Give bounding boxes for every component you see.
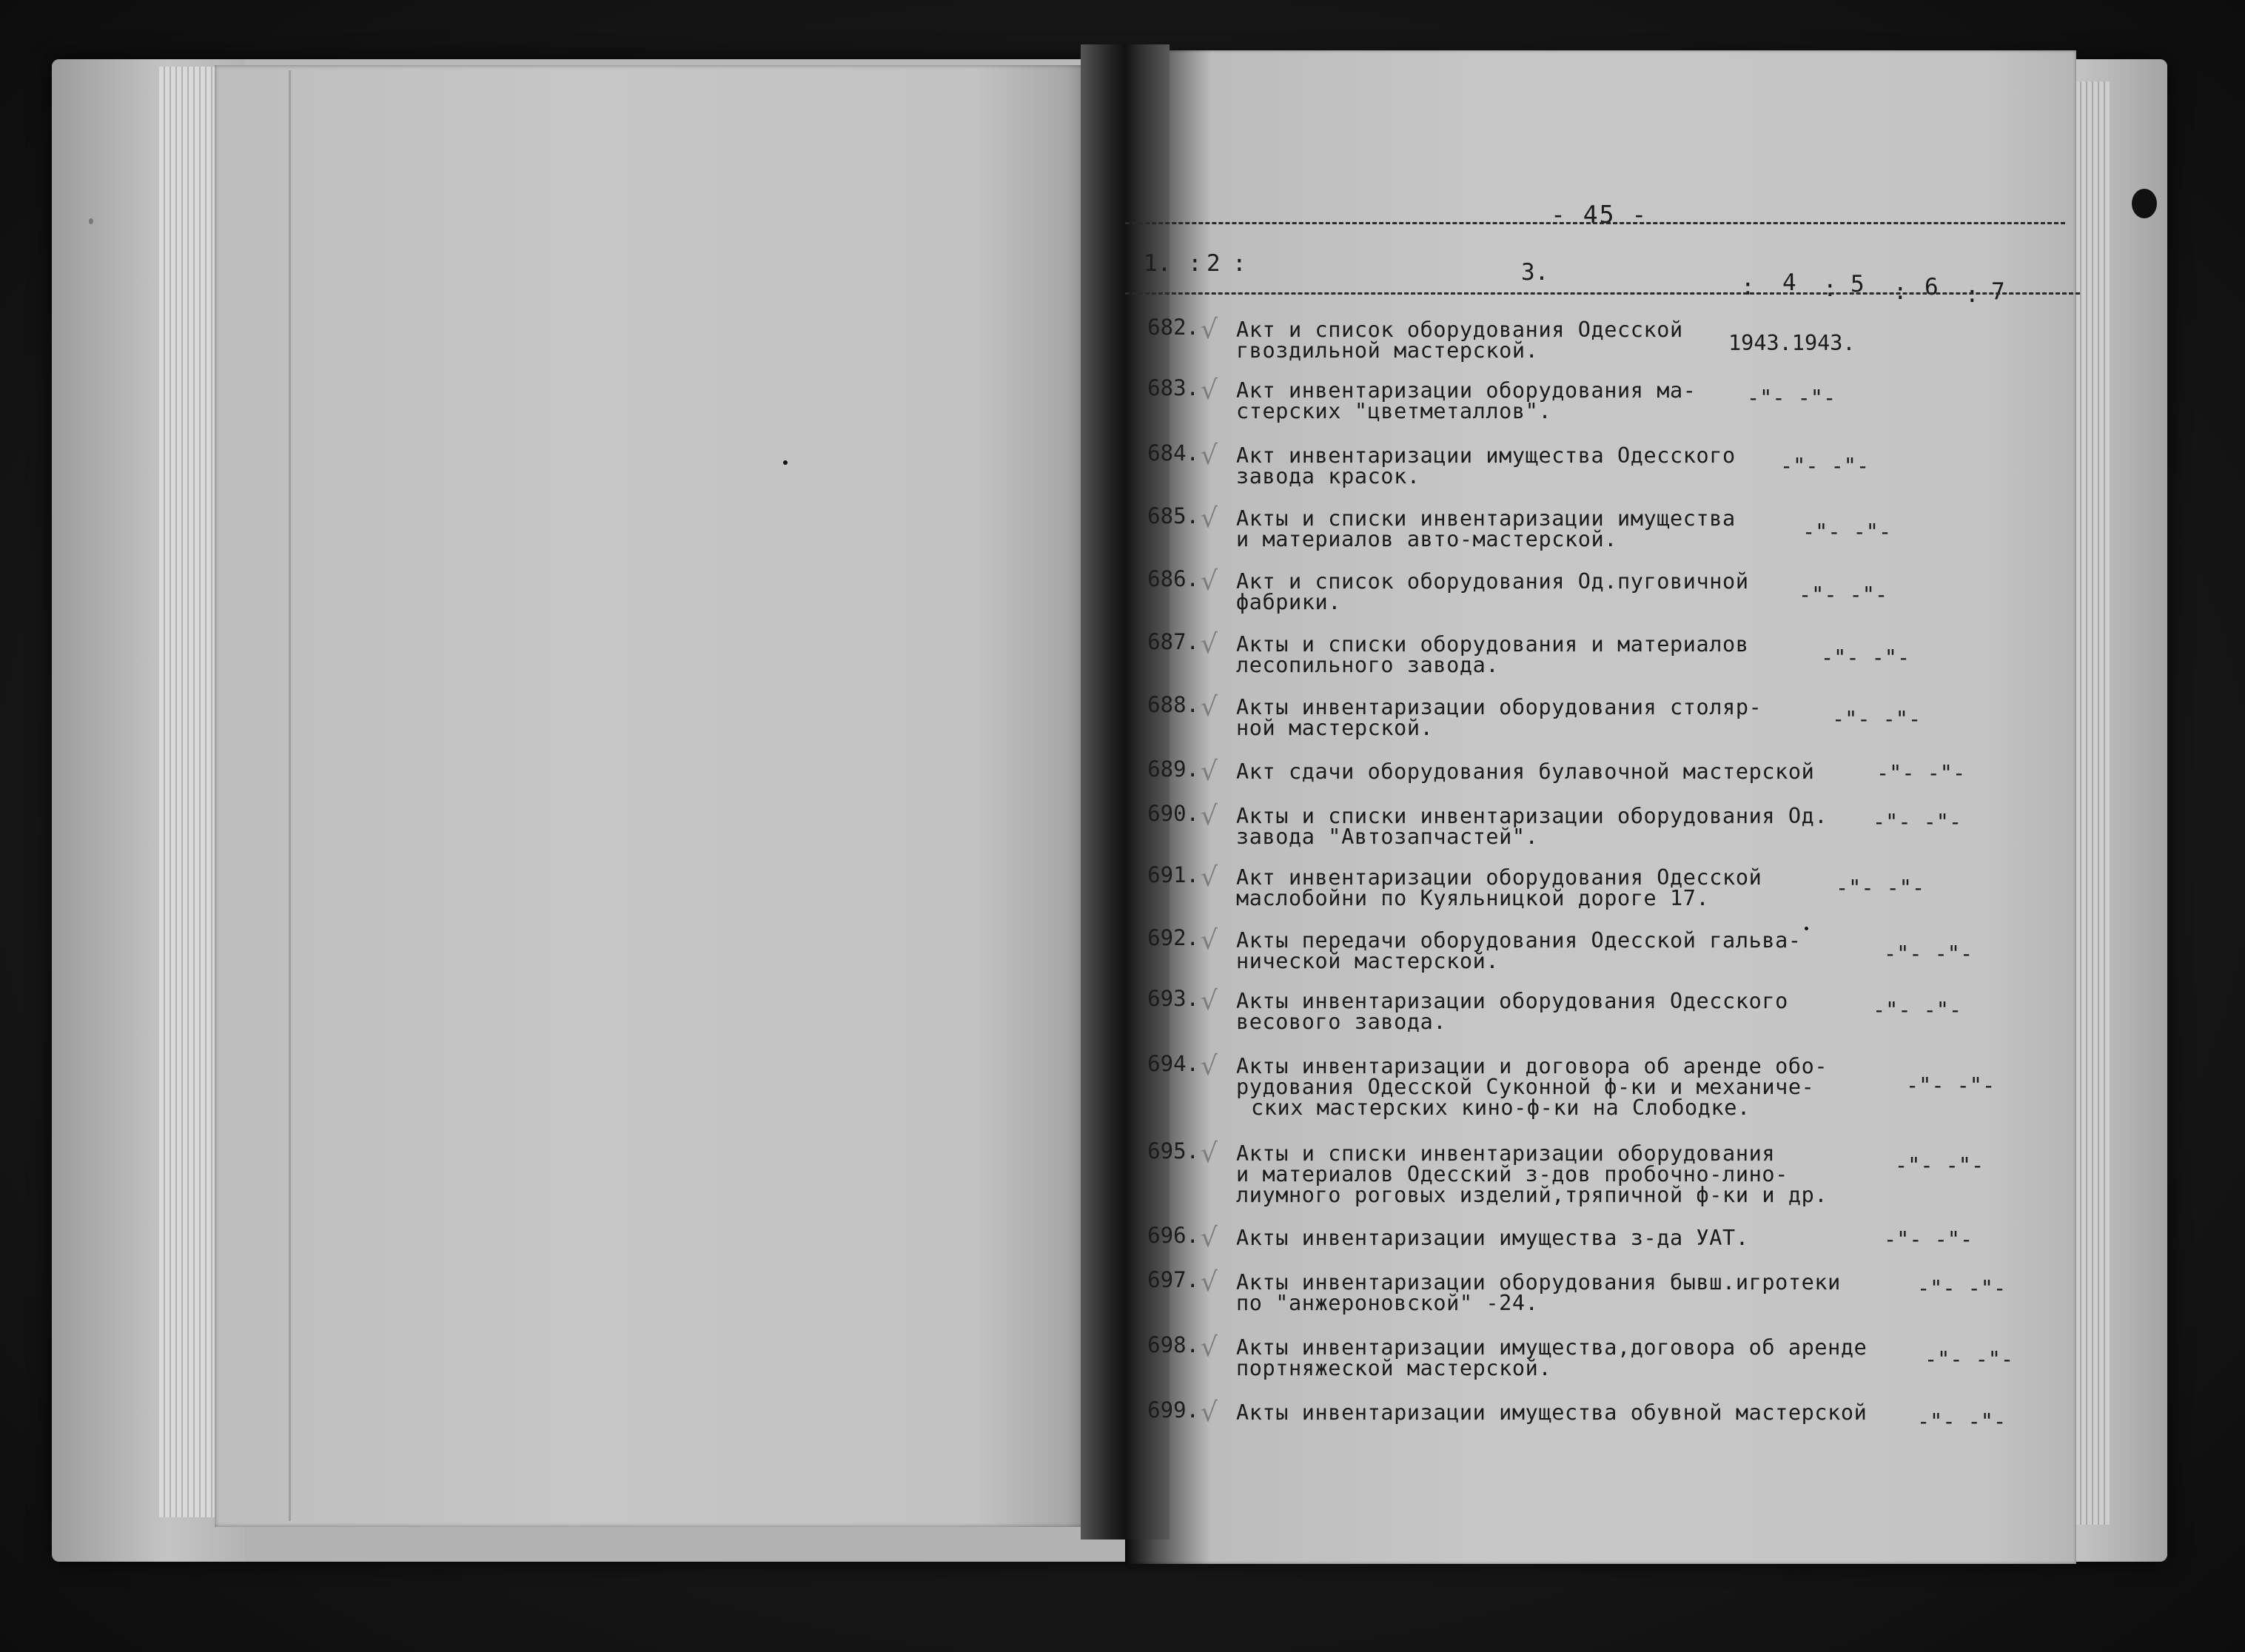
entry-text-line: лесопильного завода. xyxy=(1236,653,1500,677)
checkmark-icon: √ xyxy=(1201,1267,1218,1297)
entry-number: 685. xyxy=(1147,503,1199,528)
entry-number: 690. xyxy=(1147,801,1199,826)
left-page-edge xyxy=(289,70,291,1521)
entry-text-line: маслобойни по Куяльницкой дороге 17. xyxy=(1236,886,1710,910)
ink-speck xyxy=(783,460,788,465)
entry-text-line: Акты инвентаризации и договора об аренде обо- xyxy=(1236,1054,1828,1078)
entry-date: -"- -"- xyxy=(1924,1347,2014,1371)
entry-date: -"- -"- xyxy=(1917,1409,2007,1434)
entry-text-line: ских мастерских кино-ф-ки на Слободке. xyxy=(1251,1095,1751,1120)
typed-inventory-list xyxy=(1095,192,2080,1495)
checkmark-icon: √ xyxy=(1201,375,1218,406)
checkmark-icon: √ xyxy=(1201,315,1218,345)
entry-text-line: Акты инвентаризации оборудования бывш.игротеки xyxy=(1236,1270,1841,1295)
entry-text-line: гвоздильной мастерской. xyxy=(1236,338,1539,363)
entry-number: 689. xyxy=(1147,756,1199,782)
entry-date: -"- -"- xyxy=(1747,386,1836,410)
entry-text-line: Акт инвентаризации имущества Одесского xyxy=(1236,443,1736,468)
entry-text-line: весового завода. xyxy=(1236,1010,1447,1034)
entry-number: 693. xyxy=(1147,986,1199,1011)
checkmark-icon: √ xyxy=(1201,1223,1218,1253)
entry-number: 682. xyxy=(1147,315,1199,340)
entry-text-line: Акты и списки инвентаризации оборудования Од. xyxy=(1236,804,1828,828)
column-header-sep: : xyxy=(1965,281,1979,308)
entry-text-line: и материалов авто-мастерской. xyxy=(1236,527,1617,551)
entry-date: -"- -"- xyxy=(1802,520,1892,544)
entry-text-line: Акты и списки инвентаризации оборудования xyxy=(1236,1141,1776,1166)
entry-text-line: нической мастерской. xyxy=(1236,949,1500,973)
entry-text-line: Акты передачи оборудования Одесской гальва- xyxy=(1236,928,1802,953)
entry-date: -"- -"- xyxy=(1836,876,1925,900)
entry-text-line: Акты инвентаризации оборудования столяр- xyxy=(1236,695,1762,719)
column-header-sep: : xyxy=(1741,274,1755,300)
entry-date: -"- -"- xyxy=(1832,707,1922,731)
entry-text-line: Акты инвентаризации имущества,договора об аренде xyxy=(1236,1335,1868,1360)
entry-text-line: Акт и список оборудования Одесской xyxy=(1236,318,1683,342)
blank-left-page xyxy=(215,65,1110,1527)
header-rule-bottom xyxy=(1125,292,2080,295)
entry-date: -"- -"- xyxy=(1917,1276,2007,1300)
entry-number: 694. xyxy=(1147,1051,1199,1076)
column-header-3: 3. xyxy=(1521,259,1549,286)
checkmark-icon: √ xyxy=(1201,756,1218,787)
column-header-5: 5 xyxy=(1850,271,1865,298)
checkmark-icon: √ xyxy=(1201,1051,1218,1081)
entry-text-line: лиумного роговых изделий,тряпичной ф-ки и др. xyxy=(1236,1183,1828,1207)
checkmark-icon: √ xyxy=(1201,862,1218,893)
entry-text-line: Акты и списки оборудования и материалов xyxy=(1236,632,1749,657)
entry-number: 686. xyxy=(1147,566,1199,591)
entry-date: -"- -"- xyxy=(1821,645,1910,670)
column-header-1: 1. xyxy=(1144,250,1172,277)
entry-text-line: Акты и списки инвентаризации имущества xyxy=(1236,506,1736,531)
entry-number: 692. xyxy=(1147,925,1199,950)
column-header-sep: : xyxy=(1188,250,1202,277)
entry-text-line: портняжеской мастерской. xyxy=(1236,1356,1552,1380)
entry-number: 684. xyxy=(1147,440,1199,466)
entry-number: 695. xyxy=(1147,1138,1199,1164)
entry-text-line: рудования Одесской Суконной ф-ки и механиче- xyxy=(1236,1075,1815,1099)
entry-text-line: Акт инвентаризации оборудования ма- xyxy=(1236,378,1697,403)
entry-text-line: Акты инвентаризации оборудования Одесского xyxy=(1236,989,1788,1013)
column-header-2: 2 xyxy=(1207,250,1221,277)
entry-number: 696. xyxy=(1147,1223,1199,1248)
checkmark-icon: √ xyxy=(1201,503,1218,534)
entry-number: 687. xyxy=(1147,629,1199,654)
entry-text-line: Акт сдачи оборудования булавочной мастерской xyxy=(1236,759,1815,784)
column-header-4: 4 xyxy=(1782,269,1796,296)
entry-number: 697. xyxy=(1147,1267,1199,1292)
entry-date: -"- -"- xyxy=(1906,1073,1996,1098)
entry-date: -"- -"- xyxy=(1884,1227,1973,1252)
entry-date: 1943.1943. xyxy=(1728,331,1856,355)
column-header-6: 6 xyxy=(1924,274,1939,300)
entry-text-line: завода красок. xyxy=(1236,464,1420,488)
checkmark-icon: √ xyxy=(1201,692,1218,722)
checkmark-icon: √ xyxy=(1201,566,1218,597)
entry-date: -"- -"- xyxy=(1873,810,1962,834)
checkmark-icon: √ xyxy=(1201,801,1218,831)
checkmark-icon: √ xyxy=(1201,629,1218,659)
entry-date: -"- -"- xyxy=(1799,582,1888,607)
entry-date: -"- -"- xyxy=(1876,761,1966,785)
entry-date: -"- -"- xyxy=(1884,941,1973,966)
entry-text-line: Акты инвентаризации имущества з-да УАТ. xyxy=(1236,1226,1749,1250)
page-number: - 45 - xyxy=(1551,200,1648,229)
entry-text-line: Акты инвентаризации имущества обувной мастерской xyxy=(1236,1400,1868,1425)
entry-text-line: по "анжероновской" -24. xyxy=(1236,1291,1539,1315)
entry-text-line: фабрики. xyxy=(1236,590,1342,614)
entry-text-line: ной мастерской. xyxy=(1236,716,1434,740)
checkmark-icon: √ xyxy=(1201,986,1218,1016)
column-header-7: 7 xyxy=(1991,278,2005,305)
entry-text-line: и материалов Одесский з-дов пробочно-лино- xyxy=(1236,1162,1788,1186)
column-header-sep: : xyxy=(1232,250,1246,277)
entry-number: 699. xyxy=(1147,1397,1199,1423)
entry-number: 688. xyxy=(1147,692,1199,717)
checkmark-icon: √ xyxy=(1201,1138,1218,1169)
entry-text-line: стерских "цветметаллов". xyxy=(1236,399,1552,423)
entry-text-line: Акт инвентаризации оборудования Одесской xyxy=(1236,865,1762,890)
entry-number: 691. xyxy=(1147,862,1199,887)
checkmark-icon: √ xyxy=(1201,1397,1218,1428)
entry-text-line: Акт и список оборудования Од.пуговичной xyxy=(1236,569,1749,594)
checkmark-icon: √ xyxy=(1201,1332,1218,1363)
column-header-sep: : xyxy=(1823,275,1837,302)
entry-date: -"- -"- xyxy=(1780,454,1870,478)
column-header-sep: : xyxy=(1893,278,1907,305)
checkmark-icon: √ xyxy=(1201,925,1218,956)
entry-date: -"- -"- xyxy=(1873,998,1962,1022)
header-rule-top xyxy=(1125,222,2065,224)
ink-speck xyxy=(89,218,93,224)
entry-number: 698. xyxy=(1147,1332,1199,1357)
checkmark-icon: √ xyxy=(1201,440,1218,471)
entry-text-line: завода "Автозапчастей". xyxy=(1236,825,1539,849)
entry-date: -"- -"- xyxy=(1895,1153,1984,1178)
ink-speck xyxy=(2132,189,2157,218)
entry-number: 683. xyxy=(1147,375,1199,400)
